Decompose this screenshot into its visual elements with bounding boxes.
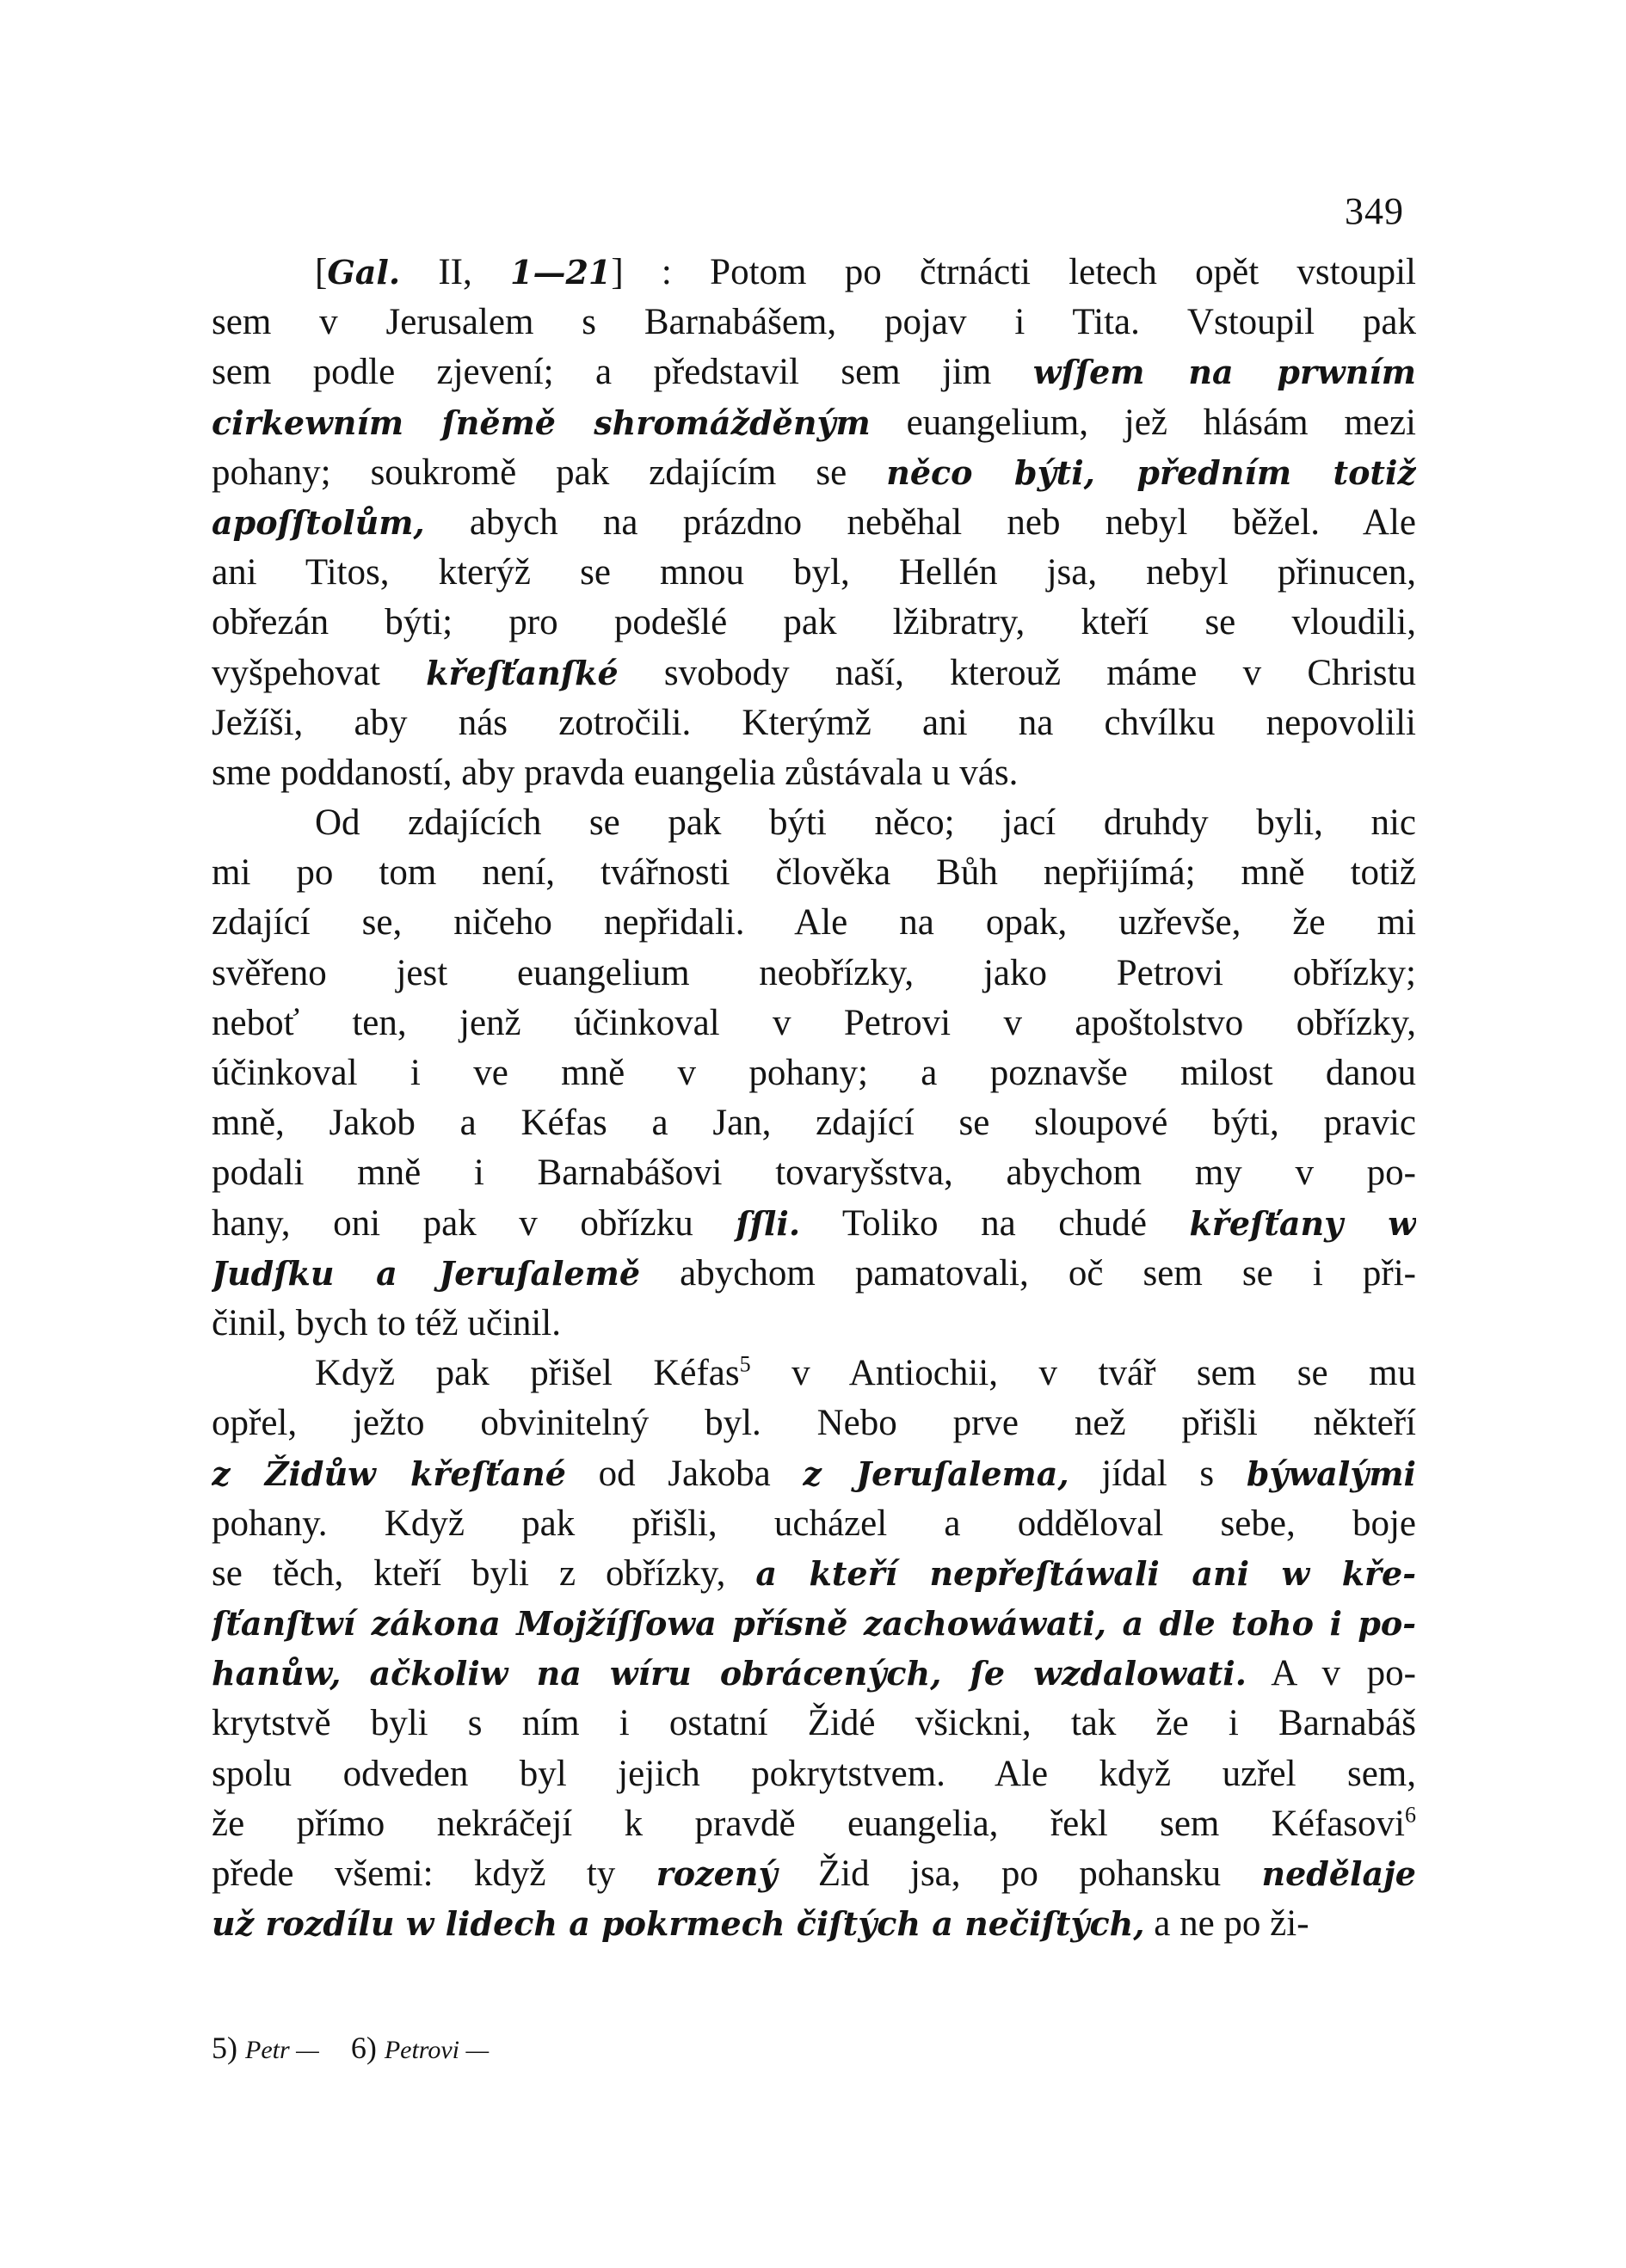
text-line — [212, 1148, 1416, 1198]
text-run: sem v Jerusalem s Barnabášem, pojav i Tita. Vstoupil pak — [212, 302, 1416, 343]
text-line — [212, 999, 1416, 1048]
text-run: činil, bych to též učinil. — [212, 1302, 562, 1343]
text-line — [212, 347, 1416, 397]
fraktur-text: křeſťany w — [1189, 1203, 1416, 1243]
text-run: Žid jsa, po pohansku — [777, 1853, 1262, 1894]
text-line — [212, 548, 1416, 598]
footnote-text: Petr — — [245, 2036, 319, 2064]
text-run: obřezán býti; pro podešlé pak lžibratry, kteří se vloudili, — [212, 602, 1416, 643]
text-line — [212, 1599, 1416, 1649]
text-run: Od zdajících se pak býti něco; jací druhdy byli, nic — [315, 802, 1416, 844]
text-run: svobody naší, kterouž máme v Christu — [618, 652, 1416, 693]
fraktur-text: ſťanſtwí zákona Mojžíſſowa přísně zachowáwati, a dle toho i po- — [212, 1604, 1416, 1644]
text-line — [212, 1299, 1416, 1349]
fraktur-text: Gal. — [327, 253, 401, 292]
text-line — [212, 248, 1416, 298]
footnotes — [212, 2030, 489, 2066]
fraktur-text: z Židůw křeſťané — [212, 1454, 566, 1493]
page-number: 349 — [1345, 190, 1404, 232]
text-run: se těch, kteří byli z obřízky, — [212, 1552, 756, 1594]
text-run: neboť ten, jenž účinkoval v Petrovi v apoštolstvo obřízky, — [212, 1002, 1416, 1043]
text-run: krytstvě byli s ním i ostatní Židé všickni, tak že i Barnabáš — [212, 1703, 1416, 1744]
text-line — [212, 1899, 1416, 1949]
text-run: euangelium, jež hlásám mezi — [870, 402, 1416, 443]
text-run: [ — [315, 252, 328, 292]
text-line — [212, 798, 1416, 848]
fraktur-text: už rozdílu w lidech a pokrmech čiſtých a nečiſtých, — [212, 1904, 1145, 1944]
footnote-mark: 5) — [212, 2031, 237, 2065]
footnote-ref: 6 — [1405, 1802, 1416, 1828]
text-line — [212, 398, 1416, 448]
text-run: zdající se, ničeho nepřidali. Ale na opak, uzřevše, že mi — [212, 902, 1416, 943]
text-line — [212, 698, 1416, 748]
text-line — [212, 1849, 1416, 1899]
text-run: hany, oni pak v obřízku — [212, 1202, 736, 1244]
text-run: mi po tom není, tvářnosti člověka Bůh nepřijímá; mně totiž — [212, 852, 1416, 894]
text-line — [212, 848, 1416, 898]
text-run: spolu odveden byl jejich pokrytstvem. Ale když uzřel sem, — [212, 1753, 1416, 1794]
text-run: pohany. Když pak přišli, ucházel a odděloval sebe, boje — [212, 1503, 1416, 1544]
fraktur-text: ſſli. — [736, 1203, 801, 1243]
text-line — [212, 1449, 1416, 1499]
text-run: podali mně i Barnabášovi tovaryšstva, abychom my v po- — [212, 1152, 1416, 1194]
text-line — [212, 1549, 1416, 1599]
fraktur-text: křeſťanſké — [426, 653, 619, 692]
text-run: sme poddaností, aby pravda euangelia zůstávala u vás. — [212, 752, 1019, 793]
text-run: opřel, ježto obvinitelný byl. Nebo prve než přišli někteří — [212, 1403, 1416, 1444]
text-line — [212, 1349, 1416, 1398]
fraktur-text: něco býti, předním totiž — [886, 452, 1416, 492]
footnote-ref: 5 — [739, 1351, 751, 1377]
text-run: Ježíši, aby nás zotročili. Kterýmž ani na chvílku nepovolili — [212, 702, 1416, 743]
text-line — [212, 748, 1416, 798]
text-run: vyšpehovat — [212, 652, 427, 693]
text-line — [212, 448, 1416, 498]
footnote-mark: 6) — [350, 2031, 377, 2065]
text-line — [212, 1499, 1416, 1549]
text-run: Když pak přišel Kéfas — [315, 1353, 740, 1394]
fraktur-text: hanůw, ačkoliw na wíru obrácených, ſe wzdalowati. — [212, 1654, 1247, 1693]
text-run: v Antiochii, v tvář sem se mu — [750, 1353, 1416, 1394]
text-line — [212, 498, 1416, 548]
fraktur-text: rozený — [656, 1854, 778, 1893]
text-run: účinkoval i ve mně v pohany; a poznavše milost danou — [212, 1053, 1416, 1093]
fraktur-text: 1—21 — [510, 253, 612, 292]
fraktur-text: a kteří nepřeſtáwali ani w kře- — [755, 1553, 1416, 1593]
text-run: a ne po ži- — [1144, 1903, 1309, 1945]
text-run: pohany; soukromě pak zdajícím se — [212, 452, 887, 493]
fraktur-text: nedělaje — [1261, 1854, 1416, 1893]
paragraph — [212, 798, 1416, 1349]
text-run: svěřeno jest euangelium neobřízky, jako Petrovi obřízky; — [212, 952, 1416, 993]
text-run: abych na prázdno neběhal neb nebyl běžel. Ale — [424, 501, 1416, 543]
text-run: jídal s — [1069, 1453, 1247, 1494]
text-run: abychom pamatovali, oč sem se i při- — [640, 1252, 1416, 1294]
text-line — [212, 598, 1416, 648]
text-run: přede všemi: když ty — [212, 1853, 656, 1894]
text-run: ani Titos, kterýž se mnou byl, Hellén jsa, nebyl přinucen, — [212, 552, 1416, 593]
fraktur-text: z Jeruſalema, — [803, 1454, 1069, 1493]
fraktur-text: býwalými — [1246, 1454, 1416, 1493]
text-run: sem podle zjevení; a představil sem jim — [212, 352, 1033, 393]
text-line — [212, 1199, 1416, 1249]
text-line — [212, 1799, 1416, 1849]
text-line — [212, 648, 1416, 698]
fraktur-text: Judſku a Jeruſalemě — [212, 1253, 641, 1293]
body-text — [212, 248, 1416, 1949]
text-line — [212, 1048, 1416, 1098]
paragraph — [212, 248, 1416, 798]
paragraph — [212, 1349, 1416, 1949]
text-line — [212, 1249, 1416, 1299]
fraktur-text: wſſem na prwním — [1032, 353, 1416, 392]
fraktur-text: cirkewním ſněmě shromážděným — [212, 403, 871, 442]
footnote-text: Petrovi — — [384, 2036, 490, 2064]
text-line — [212, 949, 1416, 999]
text-line — [212, 1699, 1416, 1749]
text-line — [212, 298, 1416, 347]
text-line — [212, 898, 1416, 948]
text-run: Toliko na chudé — [800, 1202, 1190, 1244]
text-run: A v po- — [1246, 1653, 1416, 1694]
text-line — [212, 1398, 1416, 1448]
text-run: od Jakoba — [565, 1453, 804, 1494]
text-run: II, — [400, 252, 511, 292]
text-line — [212, 1749, 1416, 1799]
text-run: mně, Jakob a Kéfas a Jan, zdající se sloupové býti, pravic — [212, 1103, 1416, 1144]
text-run: ] : Potom po čtrnácti letech opět vstoupil — [611, 252, 1416, 292]
text-run: že přímo nekráčejí k pravdě euangelia, řekl sem Kéfasovi — [212, 1803, 1405, 1844]
fraktur-text: apoſſtolům, — [212, 502, 425, 542]
text-line — [212, 1649, 1416, 1699]
text-line — [212, 1098, 1416, 1148]
